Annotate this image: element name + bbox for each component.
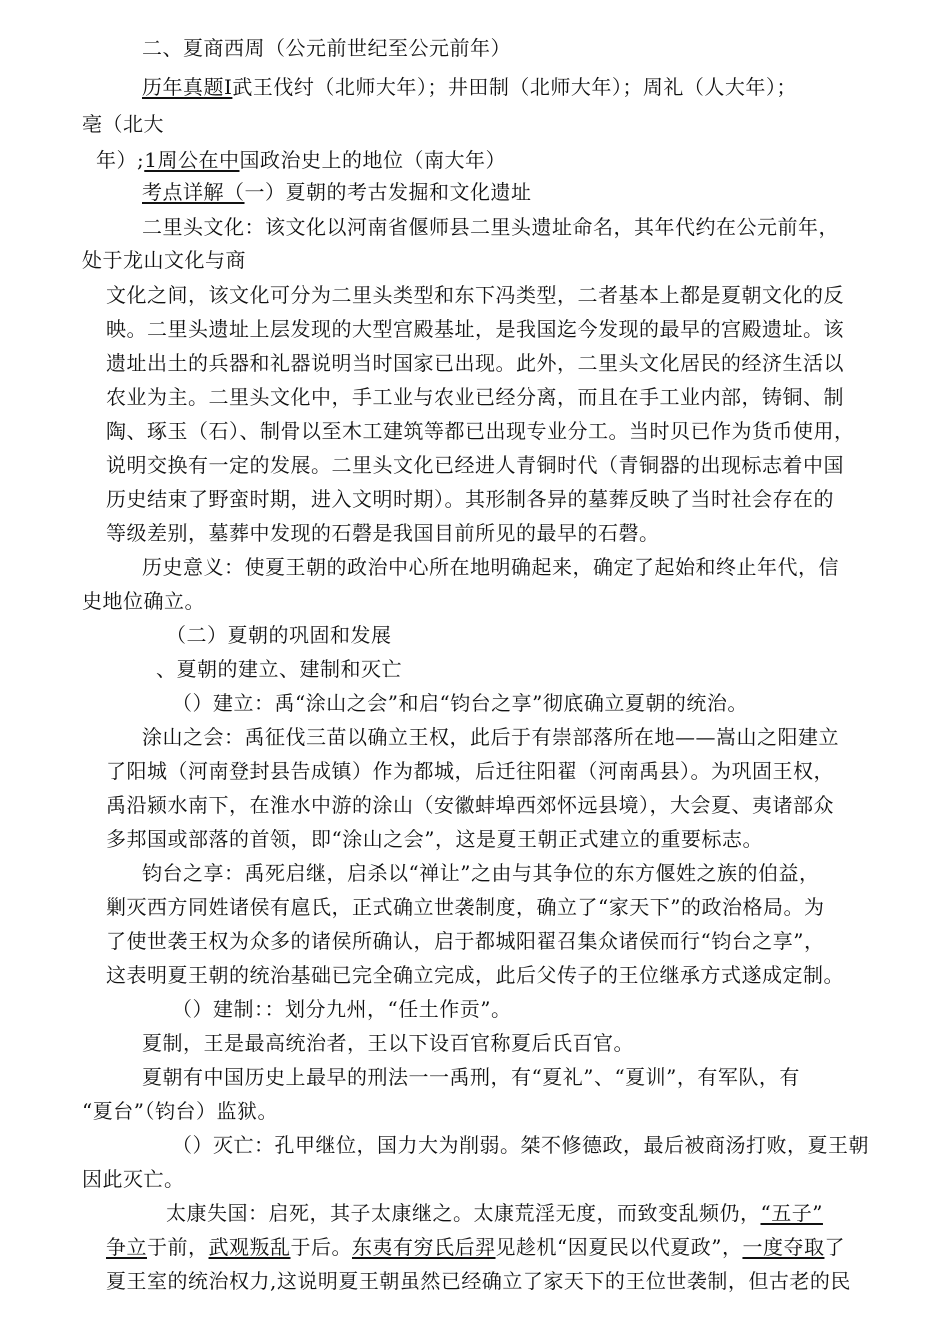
taikang-five-sons: “五子”: [760, 1201, 823, 1225]
taikang-u1: 争立: [106, 1235, 147, 1259]
detail-title: 一）夏朝的考古发掘和文化遗址: [244, 180, 532, 204]
penal-line-1: 夏朝有中国历史上最早的刑法一一禹刑，有“夏礼”、“夏训”，有军队，有: [142, 1065, 800, 1089]
taikang-line-3: 夏王室的统治权力,这说明夏王朝虽然已经确立了家天下的王位世袭制，但古老的民: [106, 1269, 851, 1293]
exam-history-pre: 年）;: [96, 148, 145, 172]
exam-history-line: [142, 73, 797, 101]
taikang-line-1: [166, 1199, 823, 1227]
fall-line-2: 因此灭亡。: [82, 1167, 185, 1191]
taikang-line-2: [106, 1233, 845, 1261]
tushan-line-1: 涂山之会：禹征伐三苗以确立王权，此后于有崇部落所在地——嵩山之阳建立: [142, 725, 839, 749]
juntai-line-2: 剿灭西方同姓诸侯有扈氏，正式确立世袭制度，确立了“家天下”的政治格局。为: [106, 895, 825, 919]
taikang-t1: 于前，: [147, 1235, 209, 1259]
xia-system-line: 夏制，王是最高统治者，王以下设百官称夏后氏百官。: [142, 1031, 634, 1055]
erlitou-line-6: 农业为主。二里头文化中，手工业与农业已经分离，而且在手工业内部，铸铜、制: [106, 385, 844, 409]
exam-history-items: 武王伐纣（北师大年）；井田制（北师大年）；周礼（人大年）；: [232, 75, 797, 99]
juntai-line-4: 这表明夏王朝的统治基础已完全确立完成，此后父传子的王位继承方式遂成定制。: [106, 963, 844, 987]
exam-history-underlined: 1周公在中: [144, 148, 240, 172]
erlitou-line-1: 二里头文化：该文化以河南省偃师县二里头遗址命名，其年代约在公元前年，: [142, 215, 839, 239]
fall-line-1: （）灭亡：孔甲继位，国力大为削弱。桀不修德政，最后被商汤打败，夏王朝: [172, 1133, 869, 1157]
erlitou-line-2: 处于龙山文化与商: [82, 248, 246, 272]
exam-history-label: 历年真题Ⅰ: [142, 75, 233, 99]
taikang-t2: 于后。: [290, 1235, 352, 1259]
juntai-line-3: 了使世袭王权为众多的诸侯所确认，启于都城阳翟召集众诸侯而行“钧台之享”，: [106, 929, 825, 953]
tushan-line-2: 了阳城（河南登封县告成镇）作为都城，后迁往阳翟（河南禹县）。为巩固王权，: [106, 759, 834, 783]
section-title: 二、夏商西周（公元前世纪至公元前年）: [142, 36, 511, 60]
erlitou-line-9: 历史结束了野蛮时期，进入文明时期）。其形制各异的墓葬反映了当时社会存在的: [106, 487, 834, 511]
erlitou-line-8: 说明交换有一定的发展。二里头文化已经进人青铜时代（青铜器的出现标志着中国: [106, 453, 844, 477]
significance-line-1: 历史意义：使夏王朝的政治中心所在地明确起来，确定了起始和终止年代，信: [142, 555, 839, 579]
erlitou-line-7: 陶、琢玉（石）、制骨以至木工建筑等都已出现专业分工。当时贝已作为货币使用，: [106, 419, 855, 443]
detail-label: 考点详解（: [142, 180, 245, 204]
erlitou-line-10: 等级差别，墓葬中发现的石磬是我国目前所见的最早的石磬。: [106, 521, 660, 545]
exam-history-post: 国政治史上的地位（南大年）: [239, 148, 506, 172]
tushan-line-3: 禹沿颍水南下，在淮水中游的涂山（安徽蚌埠西郊怀远县境），大会夏、夷诸部众: [106, 793, 834, 817]
erlitou-line-3: 文化之间，该文化可分为二里头类型和东下冯类型，二者基本上都是夏朝文化的反: [106, 283, 844, 307]
tushan-line-4: 多邦国或部落的首领，即“涂山之会”，这是夏王朝正式建立的重要标志。: [106, 827, 763, 851]
system-line: （）建制：：划分九州，“任土作贡”。: [172, 997, 512, 1021]
taikang-u3: 东夷有穷氏后羿: [352, 1235, 496, 1259]
exam-history-line-3: [96, 146, 506, 174]
taikang-u2: 武观叛乱: [208, 1235, 291, 1259]
erlitou-line-4: 映。二里头遗址上层发现的大型宫殿基址，是我国迄今发现的最早的宫殿遗址。该: [106, 317, 844, 341]
taikang-t4: 了: [824, 1235, 845, 1259]
significance-line-2: 史地位确立。: [82, 589, 205, 613]
founding-line: （）建立：禹“涂山之会”和启“钧台之享”彻底确立夏朝的统治。: [172, 691, 748, 715]
erlitou-line-5: 遗址出土的兵器和礼器说明当时国家已出现。此外，二里头文化居民的经济生活以: [106, 351, 844, 375]
subsubsection-heading: 、夏朝的建立、建制和灭亡: [156, 657, 402, 681]
taikang-u4: 一度夺取: [742, 1235, 825, 1259]
penal-line-2: “夏台”（钧台）监狱。: [82, 1099, 278, 1123]
juntai-line-1: 钧台之享：禹死启继，启杀以“禅让”之由与其争位的东方偃姓之族的伯益，: [142, 861, 820, 885]
taikang-text: 太康失国：启死，其子太康继之。太康荒淫无度，而致变乱频仍，: [166, 1201, 761, 1225]
subsection-heading: （二）夏朝的巩固和发展: [166, 623, 392, 647]
detail-heading: [142, 178, 532, 206]
exam-history-line-2: 亳（北大: [82, 112, 164, 136]
taikang-t3: 见趁机“因夏民以代夏政”，: [495, 1235, 743, 1259]
